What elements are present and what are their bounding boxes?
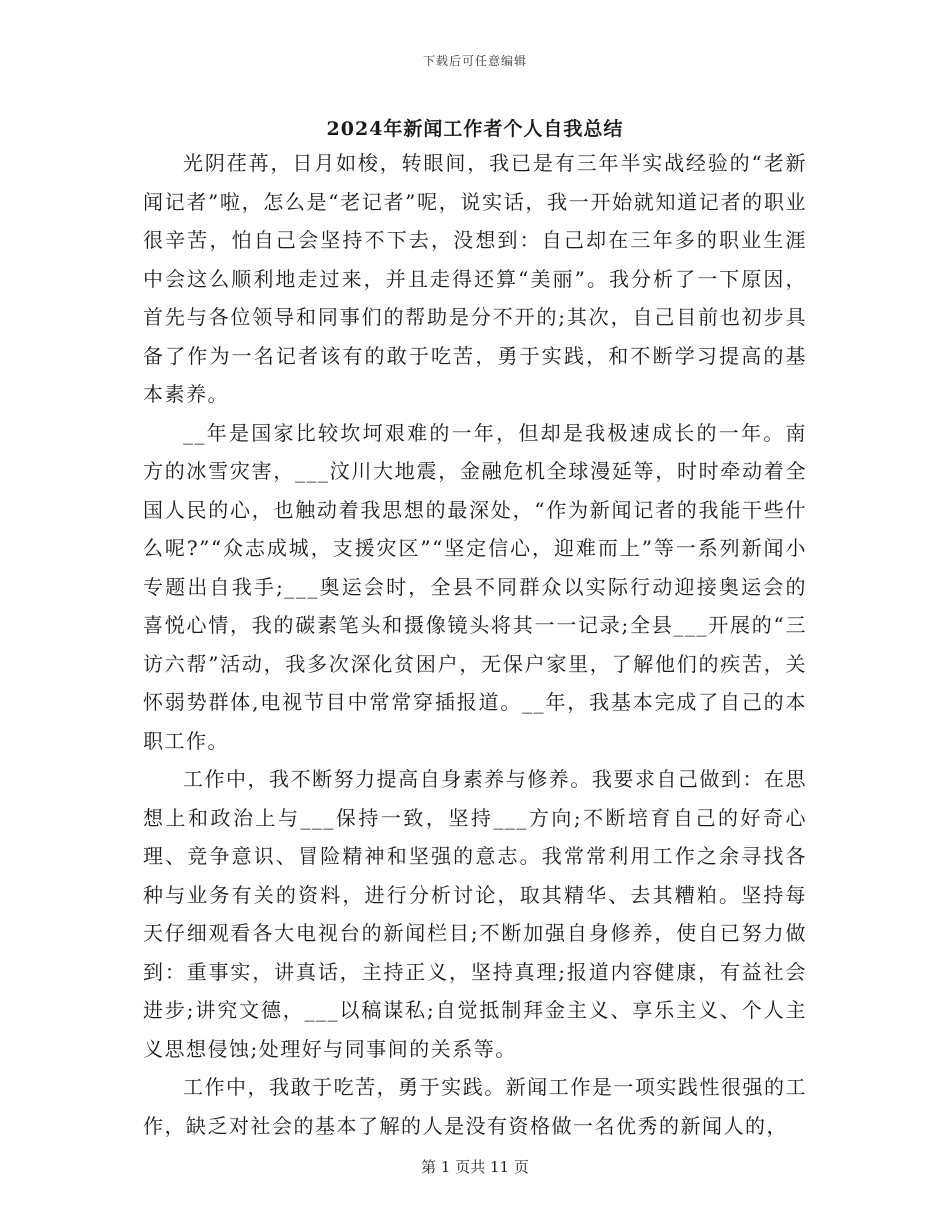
paragraph-2: __年是国家比较坎坷艰难的一年，但却是我极速成长的一年。南方的冰雪灾害，___汶川大地震，金融危机全球漫延等，时时牵动着全国人民的心，也触动着我思想的最深处，“作为新闻记者的我能干些什么呢?”“众志成城，支援灾区”“坚定信心，迎难而上”等一系列新闻小专题出自我手;___奥运会时，全县不同群众以实际行动迎接奥运会的喜悦心情，我的碳素笔头和摄像镜头将其一一记录;全县___开展的“三访六帮”活动，我多次深化贫困户，无保户家里，了解他们的疾苦，关怀弱势群体,电视节目中常常穿插报道。__年，我基本完成了自己的本职工作。 [143, 420, 807, 753]
paragraph-4: 工作中，我敢于吃苦，勇于实践。新闻工作是一项实践性很强的工作，缺乏对社会的基本了解的人是没有资格做一名优秀的新闻人的， [143, 1075, 807, 1138]
document-title: 2024年新闻工作者个人自我总结 [326, 118, 624, 140]
page-number-footer: 第 1 页共 11 页 [421, 1158, 529, 1176]
paragraph-3: 工作中，我不断努力提高自身素养与修养。我要求自己做到：在思想上和政治上与___保持一致，坚持___方向;不断培育自己的好奇心理、竞争意识、冒险精神和坚强的意志。我常常利用工作之余寻找各种与业务有关的资料，进行分析讨论，取其精华、去其糟粕。坚持每天仔细观看各大电视台的新闻栏目;不断加强自身修养，使自已努力做到：重事实，讲真话，主持正义，坚持真理;报道内容健康，有益社会进步;讲究文德，___以稿谋私;自觉抵制拜金主义、享乐主义、个人主义思想侵蚀;处理好与同事间的关系等。 [143, 767, 807, 1061]
paragraph-1: 光阴荏苒，日月如梭，转眼间，我已是有三年半实战经验的“老新闻记者”啦，怎么是“老记者”呢，说实话，我一开始就知道记者的职业很辛苦，怕自己会坚持不下去，没想到：自己却在三年多的职业生涯中会这么顺利地走过来，并且走得还算“美丽”。我分析了一下原因，首先与各位领导和同事们的帮助是分不开的;其次，自己目前也初步具备了作为一名记者该有的敢于吃苦，勇于实践，和不断学习提高的基本素养。 [143, 151, 807, 406]
document-body [143, 144, 807, 1145]
page-header-note: 下载后可任意编辑 [422, 54, 527, 68]
